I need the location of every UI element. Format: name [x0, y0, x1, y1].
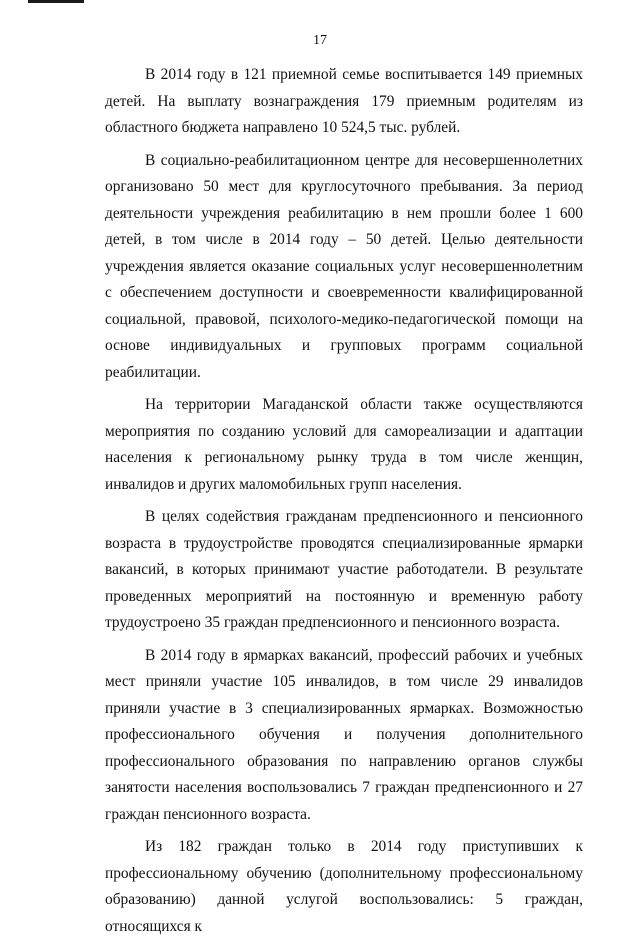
paragraph-job-fairs: В 2014 году в ярмарках вакансий, профессий рабочих и учебных мест приняли участие 105 инвалидов, в том числе 29 инвалидов приняли участие в 3 специализированных ярмарках. Возможностью профессионального обучения и получения дополнительного профессионального образования по направлению органов службы занятости населения воспользовались 7 граждан предпенсионного и 27 граждан пенсионного возраста.: [105, 646, 583, 823]
paragraph-labor-market-adaptation: На территории Магаданской области также осуществляются мероприятия по созданию условий для самореализации и адаптации населения к региональному рынку труда в том числе женщин, инвалидов и других маломобильных групп населения.: [105, 396, 583, 493]
page-number: 17: [313, 33, 327, 48]
paragraph-pre-pension-employment: В целях содействия гражданам предпенсионного и пенсионного возраста в трудоустройстве проводятся специализированные ярмарки вакансий, в которых принимают участие работодатели. В результате проведенных мероприятий на постоянную и временную работу трудоустроено 35 граждан предпенсионного и пенсионного возраста.: [105, 508, 583, 631]
scan-corner-mark: [28, 0, 84, 3]
paragraph-foster-families: В 2014 году в 121 приемной семье воспитывается 149 приемных детей. На выплату вознаграждения 179 приемным родителям из областного бюджета направлено 10 524,5 тыс. рублей.: [105, 66, 583, 136]
document-body: [105, 62, 583, 946]
paragraph-vocational-training: Из 182 граждан только в 2014 году приступивших к профессиональному обучению (дополнительному профессиональному образованию) данной услугой воспользовались: 5 граждан, относящихся к: [105, 838, 583, 935]
paragraph-rehabilitation-center: В социально-реабилитационном центре для несовершеннолетних организовано 50 мест для круглосуточного пребывания. За период деятельности учреждения реабилитацию в нем прошли более 1 600 детей, в том числе в 2014 году – 50 детей. Целью деятельности учреждения является оказание социальных услуг несовершеннолетним с обеспечением доступности и своевременности квалифицированной социальной, правовой, психолого-медико-педагогической помощи на основе индивидуальных и групповых программ социальной реабилитации.: [105, 151, 583, 381]
